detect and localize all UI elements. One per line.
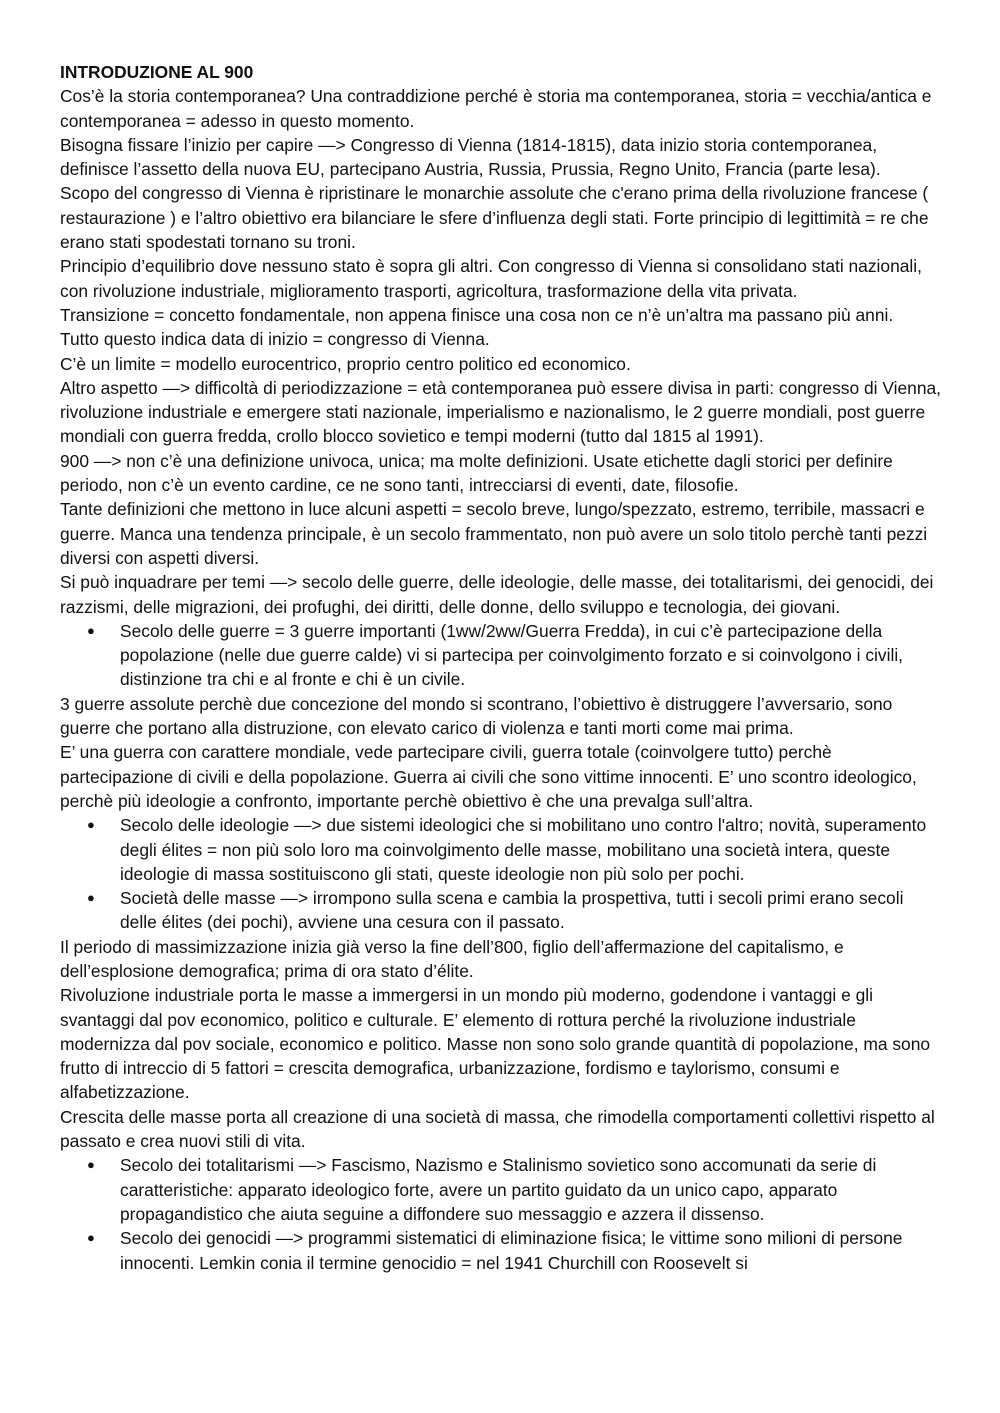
paragraph: C’è un limite = modello eurocentrico, proprio centro politico ed economico. <box>60 353 631 374</box>
paragraph: Cos’è la storia contemporanea? Una contraddizione perché è storia ma contemporanea, storia = vecchia/antica e contemporanea = adesso in questo momento. <box>60 86 932 131</box>
paragraph: Altro aspetto —> difficoltà di periodizzazione = età contemporanea può essere divisa in parti: congresso di Vienna, rivoluzione industriale e emergere stati nazionale, imperialismo e nazionalismo, le 2 guerre mondiali, post guerre mondiali con guerra fredda, crollo blocco sovietico e tempi moderni (tutto dal 1815 al 1991). <box>60 377 942 447</box>
bullet-text: Società delle masse —> irrompono sulla scena e cambia la prospettiva, tutti i secoli primi erano secoli delle élites (dei pochi), avviene una cesura con il passato. <box>120 888 904 933</box>
bullet-item <box>60 1226 944 1275</box>
bullet-list <box>60 619 944 692</box>
paragraph: Scopo del congresso di Vienna è ripristinare le monarchie assolute che c'erano prima della rivoluzione francese ( restaurazione ) e l’altro obiettivo era bilanciare le sfere d’influenza degli stati. Forte principio di legittimità = re che erano stati spodestati tornano su troni. <box>60 183 929 253</box>
paragraph: Principio d’equilibrio dove nessuno stato è sopra gli altri. Con congresso di Vienna si consolidano stati nazionali, con rivoluzione industriale, miglioramento trasporti, agricoltura, trasformazione della vita privata. <box>60 256 922 301</box>
paragraph: Crescita delle masse porta all creazione di una società di massa, che rimodella comportamenti collettivi rispetto al passato e crea nuovi stili di vita. <box>60 1106 935 1152</box>
bullet-text: Secolo dei totalitarismi —> Fascismo, Nazismo e Stalinismo sovietico sono accomunati da serie di caratteristiche: apparato ideologico forte, avere un partito guidato da un unico capo, apparato propagandistico che aiuta seguine a diffondere suo messaggio e azzera il dissenso. <box>120 1155 877 1224</box>
paragraph: Il periodo di massimizzazione inizia già verso la fine dell’800, figlio dell’affermazione del capitalismo, e dell’esplosione demografica; prima di ora stato d’élite. <box>60 936 844 981</box>
document-page <box>60 60 944 1275</box>
bullet-list <box>60 813 944 934</box>
paragraph: Tante definizioni che mettono in luce alcuni aspetti = secolo breve, lungo/spezzato, estremo, terribile, massacri e guerre. Manca una tendenza principale, è un secolo frammentato, non può avere un solo titolo perchè tanti pezzi diversi con aspetti diversi. <box>60 499 928 568</box>
paragraph: Tutto questo indica data di inizio = congresso di Vienna. <box>60 329 490 350</box>
bullet-item <box>60 1153 944 1226</box>
bullet-icon: ● <box>87 817 95 833</box>
bullet-item <box>60 619 944 692</box>
paragraph: Rivoluzione industriale porta le masse a immergersi in un mondo più moderno, godendone i vantaggi e gli svantaggi dal pov economico, politico e culturale. E’ elemento di rottura perché la rivoluzione industriale modernizza dal pov sociale, economico e politico. Masse non sono solo grande quantità di popolazione, ma sono frutto di intreccio di 5 fattori = crescita demografica, urbanizzazione, fordismo e taylorismo, consumi e alfabetizzazione. <box>60 985 931 1103</box>
paragraph: E’ una guerra con carattere mondiale, vede partecipare civili, guerra totale (coinvolgere tutto) perchè partecipazione di civili e della popolazione. Guerra ai civili che sono vittime innocenti. E’ uno scontro ideologico, perchè più ideologie a confronto, importante perchè obiettivo è che una prevalga sull’altra. <box>60 742 917 811</box>
bullet-icon: ● <box>87 622 95 638</box>
bullet-item <box>60 886 944 935</box>
bullet-item <box>60 813 944 886</box>
paragraph: 900 —> non c’è una definizione univoca, unica; ma molte definizioni. Usate etichette dagli storici per definire periodo, non c’è un evento cardine, ce ne sono tanti, intrecciarsi di eventi, date, filosofie. <box>60 450 893 496</box>
document-title: INTRODUZIONE AL 900 <box>60 62 254 82</box>
paragraph: Bisogna fissare l’inizio per capire —> Congresso di Vienna (1814-1815), data inizio storia contemporanea, definisce l’assetto della nuova EU, partecipano Austria, Russia, Prussia, Regno Unito, Francia (parte lesa). <box>60 134 881 180</box>
bullet-list <box>60 1153 944 1274</box>
paragraph: 3 guerre assolute perchè due concezione del mondo si scontrano, l’obiettivo è distruggere l’avversario, sono guerre che portano alla distruzione, con elevato carico di violenza e tanti morti come mai prima. <box>60 693 893 739</box>
bullet-text: Secolo dei genocidi —> programmi sistematici di eliminazione fisica; le vittime sono milioni di persone innocenti. Lemkin conia il termine genocidio = nel 1941 Churchill con Roosevelt si <box>120 1228 903 1273</box>
bullet-text: Secolo delle ideologie —> due sistemi ideologici che si mobilitano uno contro l'altro; novità, superamento degli élites = non più solo loro ma coinvolgimento delle masse, mobilitano una società intera, queste ideologie di massa sostituiscono gli stati, queste ideologie non più solo per pochi. <box>120 815 927 884</box>
paragraph: Transizione = concetto fondamentale, non appena finisce una cosa non ce n’è un’altra ma passano più anni. <box>60 304 894 325</box>
bullet-icon: ● <box>87 1230 95 1246</box>
bullet-icon: ● <box>87 1157 95 1173</box>
document-body <box>60 84 944 1275</box>
bullet-icon: ● <box>87 890 95 906</box>
paragraph: Si può inquadrare per temi —> secolo delle guerre, delle ideologie, delle masse, dei totalitarismi, dei genocidi, dei razzismi, delle migrazioni, dei profughi, dei diritti, delle donne, dello sviluppo e tecnologia, dei giovani. <box>60 572 934 617</box>
bullet-text: Secolo delle guerre = 3 guerre importanti (1ww/2ww/Guerra Fredda), in cui c’è partecipazione della popolazione (nelle due guerre calde) vi si partecipa per coinvolgimento forzato e si coinvolgono i civili, distinzione tra chi e al fronte e chi è un civile. <box>120 620 904 690</box>
